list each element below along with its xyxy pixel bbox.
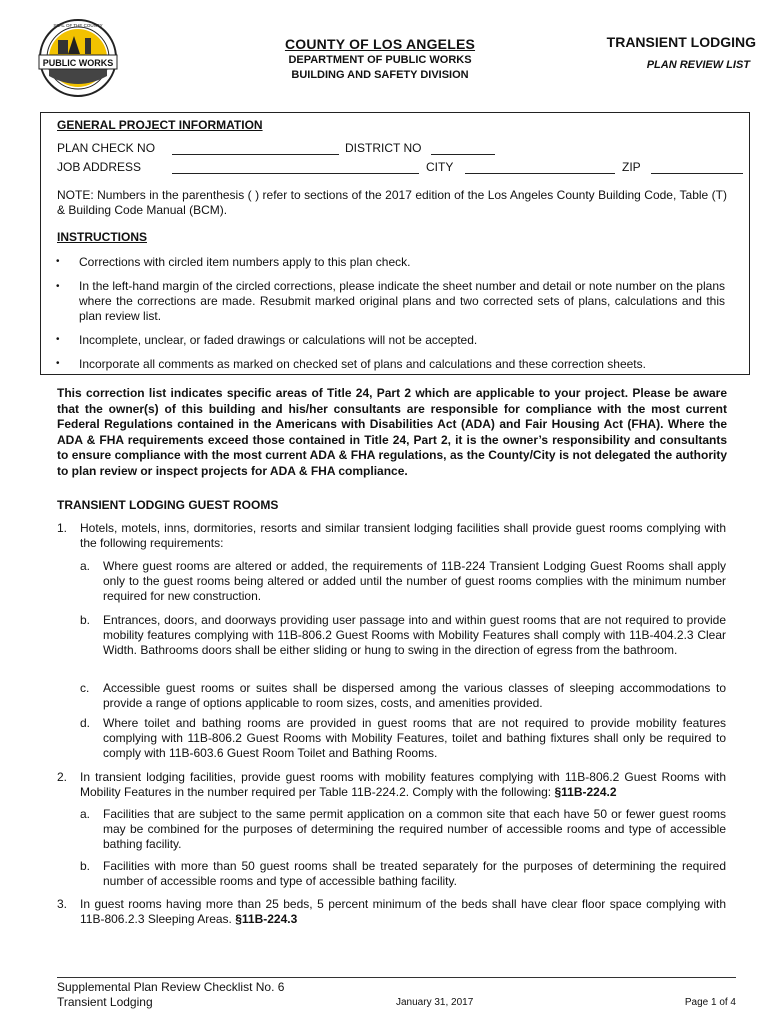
subitem-letter: a. bbox=[80, 807, 91, 821]
county-name: COUNTY OF LOS ANGELES bbox=[284, 36, 476, 52]
document-title: TRANSIENT LODGING bbox=[606, 34, 756, 50]
subitem-letter: d. bbox=[80, 716, 91, 730]
footer-checklist-title: Supplemental Plan Review Checklist No. 6 bbox=[57, 980, 285, 994]
item-body: In transient lodging facilities, provide guest rooms with mobility features complying with 11B-806.2 Guest Rooms with Mobility Features in the number required per Table 11B-224.2. Comply with the following: bbox=[80, 770, 726, 799]
plan-check-field[interactable] bbox=[172, 143, 339, 155]
subitem-text: Facilities with more than 50 guest rooms shall be treated separately for the purposes of determining the required number of accessible rooms and type of accessible bathing facility. bbox=[103, 859, 726, 888]
item-body: In guest rooms having more than 25 beds, 5 percent minimum of the beds shall have clear floor space complying with 11B-806.2.3 Sleeping Areas. bbox=[80, 897, 726, 926]
bullet-icon: • bbox=[56, 334, 60, 345]
item-text bbox=[80, 770, 726, 800]
item-number: 3. bbox=[57, 897, 68, 911]
subitem-text: Where toilet and bathing rooms are provided in guest rooms that are not required to provide mobility features complying with 11B-806.2 Guest Rooms with Mobility Features, toilet and bathing fixtures shall only be required to comply with 11B-603.6 Guest Room Toilet and Bathing Rooms. bbox=[103, 716, 726, 760]
instruction-item: Incorporate all comments as marked on checked set of plans and calculations and these correction sheets. bbox=[79, 357, 646, 371]
section-heading: TRANSIENT LODGING GUEST ROOMS bbox=[57, 498, 279, 512]
division-name: BUILDING AND SAFETY DIVISION bbox=[291, 69, 469, 81]
zip-label: ZIP bbox=[622, 160, 641, 174]
footer-divider bbox=[57, 977, 736, 978]
city-field[interactable] bbox=[465, 162, 615, 174]
subitem-text: Entrances, doors, and doorways providing user passage into and within guest rooms that are not required to provide mobility features complying with 11B-806.2 Guest Rooms with Mobility Features shall comply with 11B-404.2.3 Clear Width. Bathrooms doors shall be either sliding or hung to swing in the direction of egress from the bathroom. bbox=[103, 613, 726, 657]
job-address-label: JOB ADDRESS bbox=[57, 160, 142, 174]
seal-band-text: PUBLIC WORKS bbox=[42, 58, 114, 68]
instruction-item: Corrections with circled item numbers apply to this plan check. bbox=[79, 255, 411, 269]
item-number: 2. bbox=[57, 770, 68, 784]
subitem-text: Where guest rooms are altered or added, the requirements of 11B-224 Transient Lodging Guest Rooms shall apply only to the guest rooms being altered or added until the number of guest rooms complies with the minimum number required for new construction. bbox=[103, 559, 726, 603]
footer-date: January 31, 2017 bbox=[396, 997, 474, 1008]
department-name: DEPARTMENT OF PUBLIC WORKS bbox=[288, 54, 472, 66]
code-reference: §11B-224.3 bbox=[235, 912, 298, 926]
bullet-icon: • bbox=[56, 281, 60, 292]
seal-top-text: SEAL OF THE COUNTY bbox=[53, 23, 103, 28]
document-subtitle: PLAN REVIEW LIST bbox=[646, 59, 750, 71]
district-field[interactable] bbox=[431, 143, 495, 155]
project-note: NOTE: Numbers in the parenthesis ( ) refer to sections of the 2017 edition of the Los Angeles County Building Code, Table (T) & Building Code Manual (BCM). bbox=[57, 188, 727, 217]
item-text bbox=[80, 897, 726, 927]
footer-page-number: Page 1 of 4 bbox=[684, 997, 736, 1008]
job-address-field[interactable] bbox=[172, 162, 419, 174]
code-reference: §11B-224.2 bbox=[554, 785, 617, 799]
item-text: Hotels, motels, inns, dormitories, resorts and similar transient lodging facilities shall provide guest rooms complying with the following requirements: bbox=[80, 521, 726, 550]
compliance-disclaimer: This correction list indicates specific areas of Title 24, Part 2 which are applicable to your project. Please be aware that the owner(s) of this building and his/her consultants are responsible for compliance with the most current Federal Regulations contained in the Americans with Disabilities Act (ADA) and Fair Housing Act (FHA). Where the ADA & FHA requirements exceed those contained in Title 24, Part 2, it is the owner’s responsibility and consultants to ensure compliance with the most current ADA & FHA regulations, as the County/City is not delegated the authority to plan review or inspect projects for ADA & FHA compliance. bbox=[57, 386, 727, 478]
instructions-heading: INSTRUCTIONS bbox=[57, 230, 147, 244]
item-number: 1. bbox=[57, 521, 68, 535]
bullet-icon: • bbox=[56, 256, 60, 267]
subitem-text: Accessible guest rooms or suites shall be dispersed among the various classes of sleeping accommodations to provide a range of options applicable to room sizes, costs, and amenities provided. bbox=[103, 681, 726, 710]
subitem-letter: b. bbox=[80, 859, 91, 873]
instruction-item: In the left-hand margin of the circled corrections, please indicate the sheet number and detail or note number on the plans where the corrections are made. Resubmit marked original plans and two corrected sets of plans, calculations and this plan review list. bbox=[79, 279, 725, 323]
subitem-letter: c. bbox=[80, 681, 90, 695]
subitem-text: Facilities that are subject to the same permit application on a common site that each have 50 or fewer guest rooms may be combined for the purposes of determining the required number of accessible rooms and type of accessible bathing facility. bbox=[103, 807, 726, 851]
subitem-letter: b. bbox=[80, 613, 91, 627]
city-label: CITY bbox=[426, 160, 454, 174]
subitem-letter: a. bbox=[80, 559, 91, 573]
county-seal-logo bbox=[38, 18, 118, 98]
zip-field[interactable] bbox=[651, 162, 743, 174]
project-info-heading: GENERAL PROJECT INFORMATION bbox=[57, 118, 263, 132]
footer-doc-name: Transient Lodging bbox=[57, 995, 153, 1009]
district-label: DISTRICT NO bbox=[345, 141, 422, 155]
bullet-icon: • bbox=[56, 358, 60, 369]
plan-check-label: PLAN CHECK NO bbox=[57, 141, 156, 155]
instruction-item: Incomplete, unclear, or faded drawings or calculations will not be accepted. bbox=[79, 333, 478, 347]
